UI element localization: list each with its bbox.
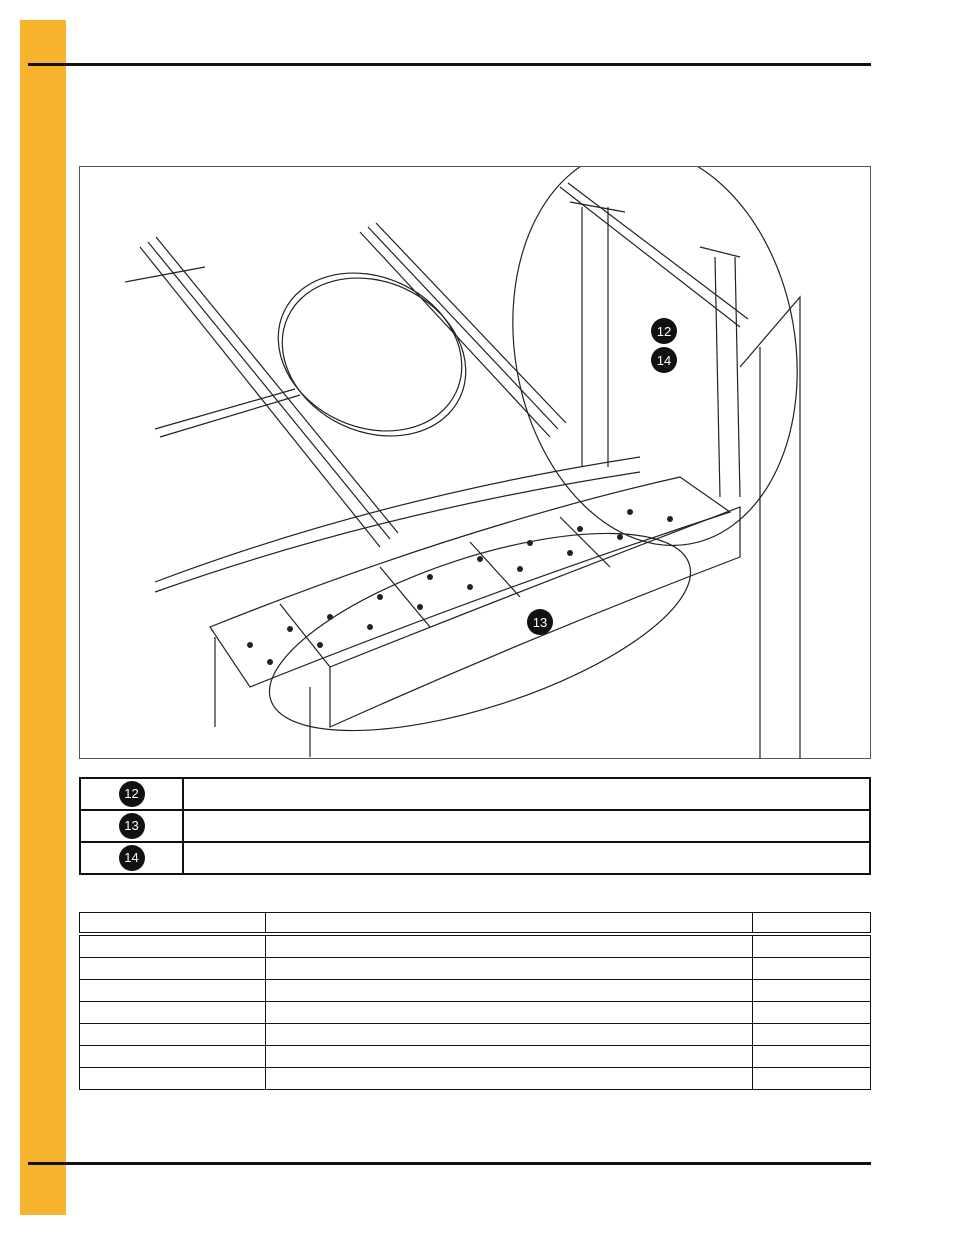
callout-12 [651, 318, 677, 344]
table-row [80, 1024, 871, 1046]
table-cell [266, 958, 753, 980]
table-cell [753, 1024, 871, 1046]
callout-row [80, 810, 870, 842]
walkway-drawing [80, 167, 870, 758]
callout-row [80, 778, 870, 810]
table-cell [80, 1002, 266, 1024]
table-row [80, 1002, 871, 1024]
table-row [80, 1068, 871, 1090]
table-cell [80, 1046, 266, 1068]
callout-description [183, 842, 870, 874]
table-cell [266, 934, 753, 958]
callout-description [183, 810, 870, 842]
svg-text:13: 13 [532, 615, 548, 630]
table-cell [80, 1024, 266, 1046]
column-header [753, 913, 871, 935]
callout-description [183, 778, 870, 810]
table-cell [80, 1068, 266, 1090]
side-tab [20, 20, 66, 1215]
callout-badge-13: 13 [119, 813, 145, 839]
table-cell [753, 1002, 871, 1024]
table-row [80, 958, 871, 980]
table-row [80, 1046, 871, 1068]
callout-badge-12: 12 [119, 781, 145, 807]
table-row [80, 934, 871, 958]
header-rule [28, 63, 871, 66]
callout-legend-table [79, 777, 871, 875]
table-cell [266, 1046, 753, 1068]
parts-table [79, 912, 871, 1090]
table-row [80, 980, 871, 1002]
callout-14 [651, 347, 677, 373]
svg-text:14: 14 [656, 353, 672, 368]
parts-header-row [80, 913, 871, 935]
callout-13 [527, 609, 553, 635]
table-cell [266, 1002, 753, 1024]
table-cell [80, 958, 266, 980]
table-cell [266, 1024, 753, 1046]
assembly-figure [79, 166, 871, 759]
table-cell [753, 934, 871, 958]
column-header [266, 913, 753, 935]
table-cell [753, 980, 871, 1002]
table-cell [753, 1068, 871, 1090]
table-cell [80, 980, 266, 1002]
table-cell [266, 980, 753, 1002]
callout-row [80, 842, 870, 874]
table-cell [753, 1046, 871, 1068]
svg-text:12: 12 [656, 324, 672, 339]
footer-rule [28, 1162, 871, 1165]
callout-badge-14: 14 [119, 845, 145, 871]
column-header [80, 913, 266, 935]
table-cell [266, 1068, 753, 1090]
table-cell [753, 958, 871, 980]
table-cell [80, 934, 266, 958]
